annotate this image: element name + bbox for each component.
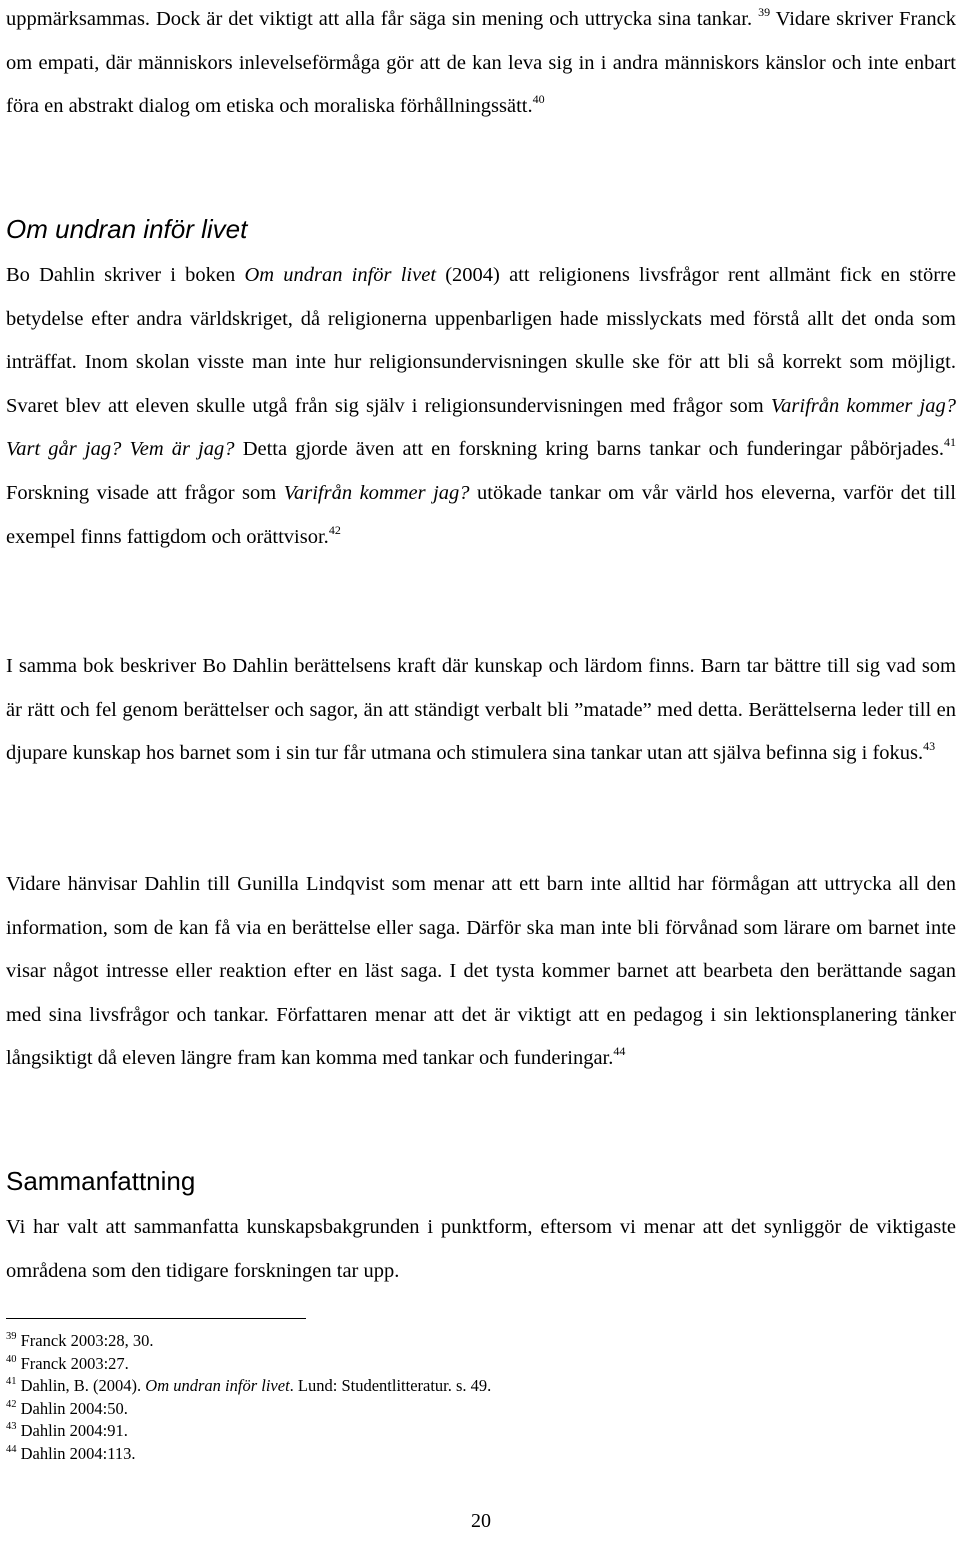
paragraph-dahlin-3: Vidare hänvisar Dahlin till Gunilla Lindqvist som menar att ett barn inte alltid har förmågan att uttrycka all den information, som de kan få via en berättelse eller saga. Därför ska man inte bli förvånad som lärare om barnet inte visar något intresse eller reaktion efter en läst saga. I det tysta kommer barnet att bearbeta den berättande sagan med sina livsfrågor och tankar. Författaren menar att det är viktigt att en pedagog i sin lektionsplanering tänker långsiktigt då eleven längre fram kan komma med tankar och funderingar.$^{44}$ — [6, 873, 956, 1070]
page-number: 20 — [471, 1510, 491, 1532]
paragraph-sammanfattning: Vi har valt att sammanfatta kunskapsbakgrunden i punktform, eftersom vi menar att det synliggör de viktigaste områdena som den tidigare forskningen tar upp. — [6, 1216, 956, 1282]
paragraph-dahlin-2: I samma bok beskriver Bo Dahlin berättelsens kraft där kunskap och lärdom finns. Barn tar bättre till sig vad som är rätt och fel genom berättelser och sagor, än att ständigt verbalt bli ”matade” med detta. Berättelserna leder till en djupare kunskap hos barnet som i sin tur får utmana och stimulera sina tankar utan att själva befinna sig i fokus.$^{43}$ — [6, 655, 956, 765]
paragraph-dahlin-1: Bo Dahlin skriver i boken Om undran inför livet (2004) att religionens livsfrågor rent allmänt fick en större betydelse efter andra världskriget, då religionerna uppenbarligen hade misslyckats med förstå allt det onda som inträffat. Inom skolan visste man inte hur religionsundervisningen skulle ske för att bli så korrekt som möjligt. Svaret blev att eleven skulle utgå från sig själv i religionsundervisningen med frågor som Varifrån kommer jag? Vart går jag? Vem är jag? Detta gjorde även att en forskning kring barns tankar och funderingar påbörjades.$^{41}$ Forskning visade att frågor som Varifrån kommer jag? utökade tankar om vår värld hos eleverna, varför det till exempel finns fattigdom och orättvisor.$^{42}$ — [6, 264, 956, 548]
footnote-separator — [6, 1318, 306, 1319]
footnote-44: $^{44}$ Dahlin 2004:113. — [6, 1443, 136, 1463]
footnote-ref-39[interactable]: 39 — [758, 5, 771, 19]
footnote-41: $^{41}$ Dahlin, B. (2004). Om undran inför livet. Lund: Studentlitteratur. s. 49. — [6, 1376, 492, 1396]
footnotes — [6, 1330, 491, 1466]
footnote-ref-42[interactable]: 42 — [328, 522, 341, 537]
footnote-39: $^{39}$ Franck 2003:28, 30. — [6, 1331, 154, 1350]
section-heading-om-undran: Om undran inför livet — [6, 214, 248, 244]
footnote-ref-41[interactable]: 41 — [944, 435, 956, 450]
paragraph-continuation: uppmärksammas. Dock är det viktigt att alla får säga sin mening och uttrycka sina tankar. $^{39}$ Vidare skriver Franck om empati, där människors inlevelseförmåga gör att de kan leva sig in i andra människors känslor och inte enbart föra en abstrakt dialog om etiska och moraliska förhållningssätt.$^{40}$ — [6, 5, 956, 118]
footnote-ref-43[interactable]: 43 — [923, 739, 936, 754]
section-heading-sammanfattning: Sammanfattning — [6, 1166, 196, 1196]
footnote-ref-44[interactable]: 44 — [613, 1044, 626, 1059]
footnote-43: $^{43}$ Dahlin 2004:91. — [6, 1421, 128, 1441]
footnote-42: $^{42}$ Dahlin 2004:50. — [6, 1398, 128, 1418]
footnote-40: $^{40}$ Franck 2003:27. — [6, 1353, 129, 1373]
footnote-ref-40[interactable]: 40 — [532, 92, 545, 107]
